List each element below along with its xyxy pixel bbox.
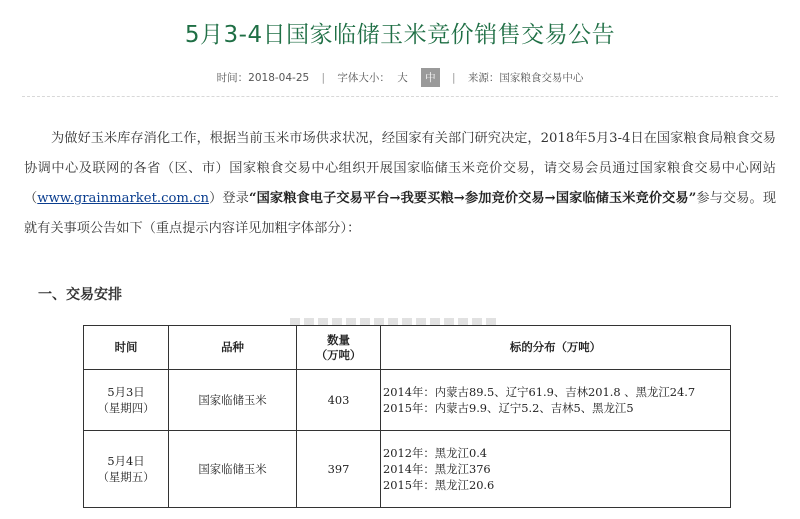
distribution-line: 2014年：黑龙江376 bbox=[383, 462, 491, 476]
header-quantity bbox=[297, 326, 381, 370]
cell-variety: 国家临储玉米 bbox=[169, 370, 297, 431]
meta-separator: | bbox=[451, 71, 456, 84]
intro-text-1: 为做好玉米库存消化工作，根据当前玉米市场供求状况，经国家有关部门研究决定，2018年5月3-4日在国家粮食局粮食交易协调中心及联网的各省（区、市）国家粮食交易中心组织开展国家临储玉米竞价交易，请交易会员通过国家粮食交易中心网站（ bbox=[24, 131, 776, 206]
cell-time bbox=[84, 431, 169, 508]
grainmarket-link[interactable]: www.grainmarket.com.cn bbox=[37, 191, 209, 206]
header-variety: 品种 bbox=[169, 326, 297, 370]
cell-quantity: 403 bbox=[297, 370, 381, 431]
source-label: 来源： bbox=[467, 72, 500, 84]
intro-text-2: ）登录 bbox=[208, 191, 249, 206]
cell-date: 5月4日 bbox=[107, 454, 145, 468]
meta-separator: | bbox=[321, 71, 326, 84]
section-heading: 一、交易安排 bbox=[38, 287, 122, 303]
table-row bbox=[84, 370, 731, 431]
font-size-medium-button[interactable]: 中 bbox=[421, 68, 440, 87]
font-size-large-button[interactable]: 大 bbox=[397, 72, 408, 84]
article-meta bbox=[0, 68, 800, 87]
header-divider bbox=[22, 96, 778, 97]
cell-distribution bbox=[381, 370, 731, 431]
table-row bbox=[84, 431, 731, 508]
intro-paragraph bbox=[24, 124, 776, 244]
cell-distribution bbox=[381, 431, 731, 508]
distribution-line: 2015年：黑龙江20.6 bbox=[383, 478, 495, 492]
platform-path-bold: “国家粮食电子交易平台→我要买粮→参加竞价交易→国家临储玉米竞价交易” bbox=[248, 191, 697, 206]
intro-text-3: 参与交易。现就有关事项公告如下（重点提示内容详见加粗字体部分）： bbox=[24, 191, 777, 236]
publish-date: 2018-04-25 bbox=[248, 71, 310, 84]
cell-time bbox=[84, 370, 169, 431]
cell-weekday: （星期五） bbox=[97, 470, 155, 484]
source-name: 国家粮食交易中心 bbox=[499, 72, 584, 84]
trading-table bbox=[83, 325, 731, 508]
cell-date: 5月3日 bbox=[107, 385, 145, 399]
distribution-line: 2012年：黑龙江0.4 bbox=[383, 446, 488, 460]
page-title: 5月3-4日国家临储玉米竞价销售交易公告 bbox=[184, 22, 616, 48]
font-size-label: 字体大小： bbox=[337, 72, 390, 84]
distribution-line: 2014年：内蒙古89.5、辽宁61.9、吉林201.8 、黑龙江24.7 bbox=[383, 385, 696, 399]
distribution-line: 2015年：内蒙古9.9、辽宁5.2、吉林5、黑龙江5 bbox=[383, 401, 634, 415]
header-distribution: 标的分布（万吨） bbox=[381, 326, 731, 370]
cell-weekday: （星期四） bbox=[97, 401, 155, 415]
cell-variety: 国家临储玉米 bbox=[169, 431, 297, 508]
date-label: 时间： bbox=[216, 72, 249, 84]
header-quantity-line2: （万吨） bbox=[315, 347, 362, 362]
header-time: 时间 bbox=[84, 326, 169, 370]
header-quantity-line1: 数量 bbox=[327, 332, 350, 347]
table-header-row bbox=[84, 326, 731, 370]
cell-quantity: 397 bbox=[297, 431, 381, 508]
